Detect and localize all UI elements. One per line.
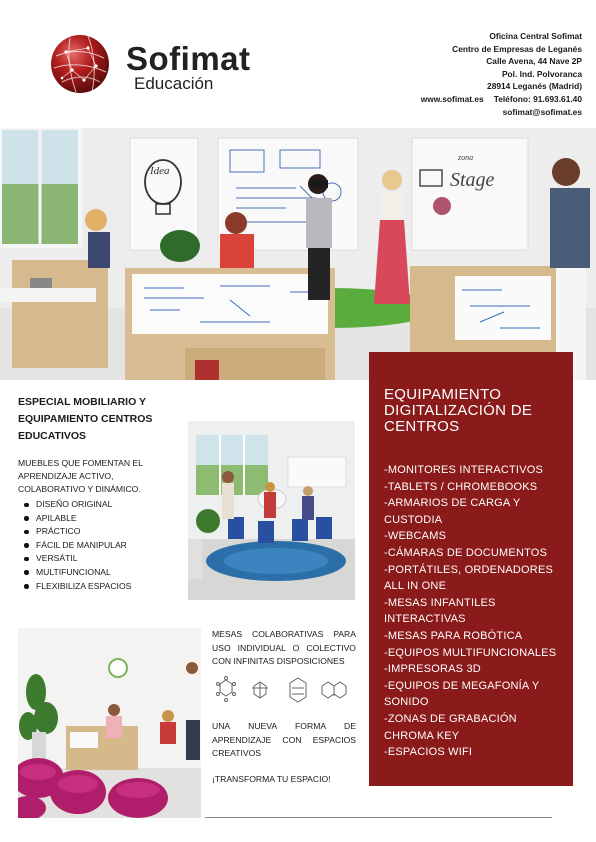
classroom-chairs-photo (188, 421, 355, 600)
digitalization-title-line: CENTROS (384, 418, 460, 435)
section-title (18, 394, 183, 445)
equipment-item: -MESAS PARA ROBÓTICA (384, 629, 523, 642)
section-title-line: EDUCATIVOS (18, 430, 87, 442)
digitalization-title (384, 387, 569, 435)
section-intro-line: APRENDIZAJE ACTIVO, (18, 471, 114, 481)
equipment-item: -MESAS INFANTILES INTERACTIVAS (384, 596, 496, 626)
digitalization-title-line: DIGITALIZACIÓN DE (384, 402, 533, 419)
features-list (36, 498, 131, 593)
feature-item: MULTIFUNCIONAL (36, 566, 131, 580)
equipment-item: -PORTÁTILES, ORDENADORES ALL IN ONE (384, 563, 554, 593)
hero-classroom-photo (0, 128, 596, 380)
nueva-forma-text: UNA NUEVA FORMA DE APRENDIZAJE CON ESPACIOS CREATIVOS (212, 721, 356, 759)
section-title-line: EQUIPAMIENTO CENTROS (18, 413, 153, 425)
contact-phone: Teléfono: 91.693.61.40 (493, 93, 582, 104)
contact-block (352, 30, 582, 118)
equipment-item: -ZONAS DE GRABACIÓN CHROMA KEY (384, 712, 517, 742)
logo (26, 22, 266, 104)
footer-divider (205, 817, 552, 818)
equipment-item: -MONITORES INTERACTIVOS (384, 464, 544, 476)
feature-item: VERSÁTIL (36, 552, 131, 566)
section-title-line: ESPECIAL MOBILIARIO Y (18, 396, 146, 408)
feature-item: APILABLE (36, 512, 131, 526)
brand-name: Sofimat (126, 40, 251, 77)
creative-space-photo (18, 628, 201, 818)
contact-web-link[interactable]: www.sofimat.es (420, 93, 484, 104)
digitalization-title-line: EQUIPAMIENTO (384, 386, 502, 403)
table-layouts-row (214, 676, 358, 710)
feature-item: FÁCIL DE MANIPULAR (36, 539, 131, 553)
section-intro (18, 457, 183, 496)
contact-office: Oficina Central Sofimat (489, 31, 582, 41)
classroom-chairs-illustration (188, 421, 355, 600)
table-layouts-icon (214, 676, 358, 710)
equipment-item: -CÁMARAS DE DOCUMENTOS (384, 546, 548, 559)
layout-ring-icon (217, 677, 236, 702)
hero-illustration (0, 128, 596, 380)
creative-space-illustration (18, 628, 201, 818)
equipment-item: -EQUIPOS MULTIFUNCIONALES (384, 646, 557, 659)
contact-street: Calle Avena, 44 Nave 2P (486, 56, 582, 67)
contact-polygon: Pol. Ind. Polvoranca (501, 68, 582, 79)
digitalization-panel (369, 352, 573, 786)
mesas-description: MESAS COLABORATIVAS PARA USO INDIVIDUAL O COLECTIVO CON INFINITAS DISPOSICIONES (212, 629, 356, 667)
feature-item: FLEXIBILIZA ESPACIOS (36, 580, 131, 594)
layout-cluster-icon (252, 682, 268, 698)
equipment-item: -ARMARIOS DE CARGA Y CUSTODIA (384, 497, 521, 526)
contact-center: Centro de Empresas de Leganés (452, 43, 582, 54)
section-intro-line: MUEBLES QUE FOMENTAN EL (18, 458, 143, 468)
contact-email-link[interactable]: sofimat@sofimat.es (502, 106, 582, 117)
layout-hex-icon (290, 678, 306, 702)
feature-item: DISEÑO ORIGINAL (36, 498, 131, 512)
whiteboard-stage: Stage (450, 169, 495, 191)
brand-subtitle: Educación (134, 74, 214, 93)
contact-city: 28914 Leganés (Madrid) (487, 81, 582, 92)
globe-logo-icon (48, 32, 112, 96)
equipment-item: -ESPACIOS WIFI (384, 746, 473, 759)
transforma-cta: ¡TRANSFORMA TU ESPACIO! (212, 774, 331, 784)
whiteboard-zone: zona (458, 153, 474, 162)
equipment-item: -WEBCAMS (384, 530, 447, 543)
whiteboard-idea: Idea (150, 165, 170, 177)
section-intro-line: COLABORATIVO Y DINÁMICO. (18, 484, 141, 494)
equipment-item: -TABLETS / CHROMEBOOKS (384, 480, 538, 493)
layout-chain-icon (322, 682, 346, 698)
feature-item: PRÁCTICO (36, 525, 131, 539)
equipment-list (384, 462, 569, 761)
equipment-item: -IMPRESORAS 3D (384, 663, 481, 676)
equipment-item: -EQUIPOS DE MEGAFONÍA Y SONIDO (384, 679, 540, 709)
